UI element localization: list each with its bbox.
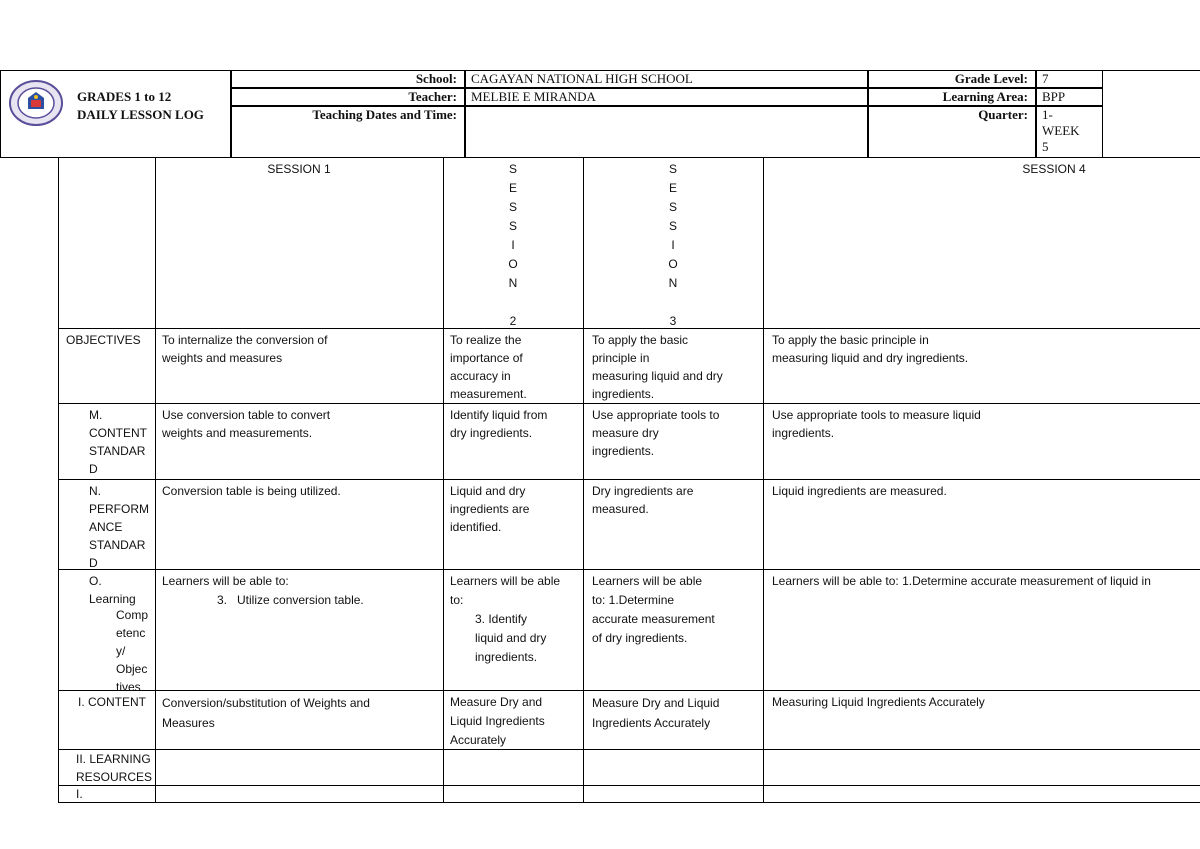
performance-standard-label: N. PERFORM ANCE STANDAR D bbox=[89, 484, 149, 570]
session-4-header: SESSION 4 bbox=[1022, 162, 1086, 176]
performance-standard-session-4: Liquid ingredients are measured. bbox=[772, 484, 947, 498]
session-2-letter: O bbox=[508, 257, 518, 271]
session-3-header bbox=[583, 158, 763, 333]
content-standard-label: M. CONTENT STANDAR D bbox=[89, 408, 147, 476]
session-3-letter: S bbox=[668, 200, 677, 214]
dates-label: Teaching Dates and Time: bbox=[312, 107, 457, 122]
performance-standard-session-3: Dry ingredients are measured. bbox=[592, 484, 694, 516]
session-3-letter: O bbox=[668, 257, 678, 271]
quarter-value: 1- WEEK 5 bbox=[1042, 107, 1080, 154]
session-3-letter: S bbox=[668, 219, 677, 233]
competency-session-1-head: Learners will be able to: bbox=[162, 574, 289, 588]
last-row-label: I. bbox=[76, 787, 83, 801]
session-1-header: SESSION 1 bbox=[267, 162, 331, 176]
session-2-letter bbox=[448, 293, 578, 312]
objectives-session-3: To apply the basic principle in measuring liquid and dry ingredients. bbox=[592, 333, 723, 401]
session-2-letter: S bbox=[508, 219, 517, 233]
session-3-letter bbox=[588, 293, 758, 312]
objectives-session-2: To realize the importance of accuracy in measurement. bbox=[450, 333, 527, 401]
content-standard-session-1: Use conversion table to convert weights and measurements. bbox=[162, 408, 331, 440]
session-2-letter: I bbox=[511, 238, 515, 252]
deped-seal-icon bbox=[6, 78, 66, 128]
school-value: CAGAYAN NATIONAL HIGH SCHOOL bbox=[471, 71, 693, 86]
objectives-session-4: To apply the basic principle in measuring liquid and dry ingredients. bbox=[772, 333, 969, 365]
org-line2: DAILY LESSON LOG bbox=[77, 107, 204, 122]
school-label: School: bbox=[415, 71, 457, 86]
session-2-letter: S bbox=[508, 200, 517, 214]
grade-label: Grade Level: bbox=[954, 71, 1028, 86]
performance-standard-session-1: Conversion table is being utilized. bbox=[162, 484, 341, 498]
resources-label: II. LEARNING RESOURCES bbox=[76, 752, 153, 784]
objectives-label: OBJECTIVES bbox=[66, 333, 141, 347]
session-2-letter: S bbox=[508, 162, 517, 176]
session-2-letter: N bbox=[508, 276, 518, 290]
content-standard-session-4: Use appropriate tools to measure liquid ingredients. bbox=[772, 408, 981, 440]
area-value: BPP bbox=[1042, 89, 1066, 104]
competency-session-2-item: 3. Identify liquid and dry ingredients. bbox=[475, 612, 547, 664]
grade-value: 7 bbox=[1042, 71, 1049, 86]
session-3-letter: N bbox=[668, 276, 678, 290]
teacher-value: MELBIE E MIRANDA bbox=[471, 89, 596, 104]
org-line1: GRADES 1 to 12 bbox=[77, 89, 172, 104]
teacher-label: Teacher: bbox=[408, 89, 457, 104]
competency-label-c: Comp etenc y/ Objec tives bbox=[116, 608, 149, 694]
session-3-letter: I bbox=[671, 238, 675, 252]
session-2-header bbox=[443, 158, 583, 333]
session-3-letter: S bbox=[668, 162, 677, 176]
competency-label-a: O. bbox=[89, 574, 102, 588]
content-session-4: Measuring Liquid Ingredients Accurately bbox=[772, 695, 985, 709]
session-3-letter: 3 bbox=[669, 314, 677, 328]
session-2-letter: 2 bbox=[509, 314, 517, 328]
content-session-2: Measure Dry and Liquid Ingredients Accurately bbox=[450, 695, 545, 747]
quarter-label: Quarter: bbox=[978, 107, 1028, 122]
content-session-1: Conversion/substitution of Weights and Measures bbox=[162, 696, 370, 730]
content-session-3: Measure Dry and Liquid Ingredients Accurately bbox=[592, 696, 720, 730]
area-label: Learning Area: bbox=[942, 89, 1028, 104]
session-2-letter: E bbox=[508, 181, 517, 195]
session-3-letter: E bbox=[668, 181, 677, 195]
competency-session-2-head: Learners will be able to: bbox=[450, 574, 561, 607]
competency-session-3: Learners will be able to: 1.Determine accurate measurement of dry ingredients. bbox=[592, 574, 715, 645]
competency-session-4: Learners will be able to: 1.Determine accurate measurement of liquid in bbox=[772, 574, 1151, 588]
objectives-session-1: To internalize the conversion of weights and measures bbox=[162, 333, 328, 365]
competency-session-1-item: 3. Utilize conversion table. bbox=[217, 593, 364, 607]
content-standard-session-2: Identify liquid from dry ingredients. bbox=[450, 408, 548, 440]
content-label: I. CONTENT bbox=[78, 695, 146, 709]
content-standard-session-3: Use appropriate tools to measure dry ingredients. bbox=[592, 408, 720, 458]
competency-label-b: Learning bbox=[89, 592, 136, 606]
performance-standard-session-2: Liquid and dry ingredients are identified. bbox=[450, 484, 530, 534]
